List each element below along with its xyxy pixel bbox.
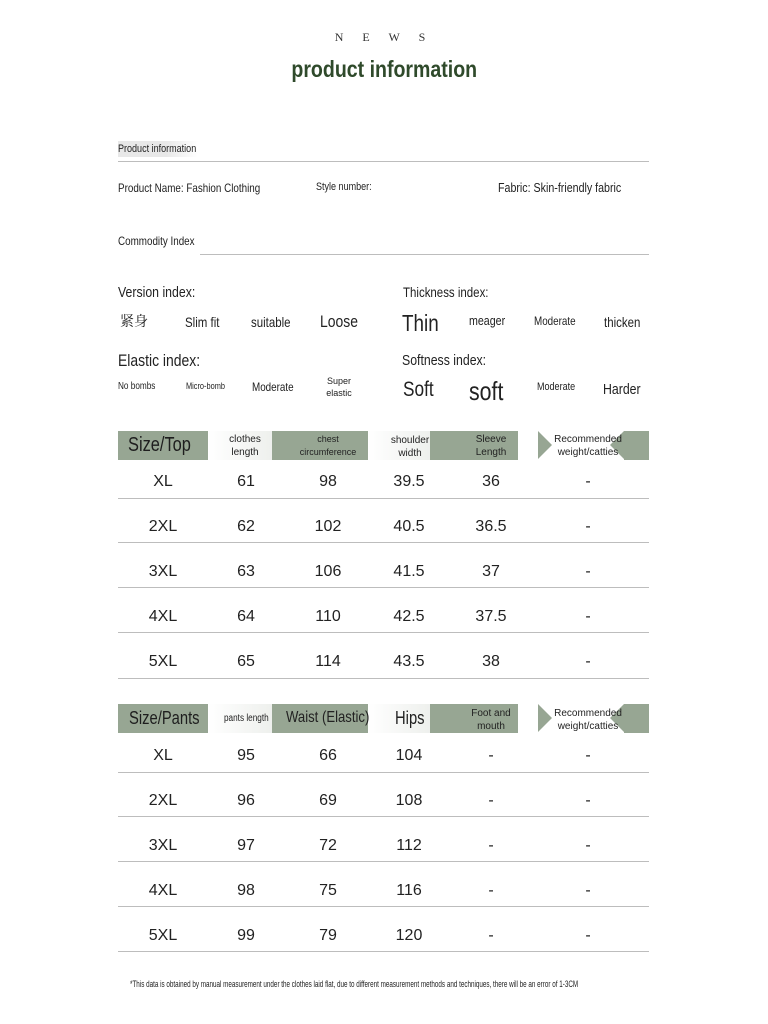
version-index-label: Version index: [118, 284, 196, 301]
table-cell: 99 [237, 927, 255, 944]
table-cell: - [585, 882, 591, 899]
table-cell: 98 [237, 882, 255, 899]
table-cell: 37 [482, 563, 500, 580]
table-cell: XL [153, 473, 173, 490]
col-hips: Hips [395, 708, 425, 728]
size-pants-title: Size/Pants [129, 708, 200, 728]
row-divider [118, 542, 649, 543]
row-divider [118, 587, 649, 588]
table-cell: 98 [319, 473, 337, 490]
table-cell: 37.5 [475, 608, 507, 625]
commodity-index-label: Commodity Index [118, 234, 195, 248]
table-cell: 64 [237, 608, 255, 625]
table-cell: 3XL [148, 837, 178, 854]
table-cell: - [585, 747, 591, 764]
table-cell: 75 [319, 882, 337, 899]
table-cell: 110 [315, 608, 341, 625]
table-cell: 41.5 [393, 563, 425, 580]
product-info-label: Product information [118, 143, 197, 155]
table-cell: 39.5 [393, 473, 425, 490]
table-cell: 62 [237, 518, 255, 535]
elastic-option-no-bombs: No bombs [118, 381, 156, 392]
table-cell: 112 [396, 837, 422, 854]
table-cell: 4XL [148, 882, 178, 899]
version-option-tight: 紧身 [120, 313, 148, 329]
table-cell: 69 [319, 792, 337, 809]
header-arrow [538, 431, 552, 459]
eyebrow-text: N E W S [334, 30, 434, 44]
table-cell: - [585, 653, 591, 670]
table-cell: 72 [319, 837, 337, 854]
table-cell: 2XL [148, 518, 178, 535]
table-cell: 65 [237, 653, 255, 670]
table-cell: 4XL [148, 608, 178, 625]
elastic-option-moderate: Moderate [252, 380, 294, 394]
table-cell: 108 [395, 792, 423, 809]
table-cell: 5XL [148, 927, 178, 944]
table-cell: - [488, 927, 494, 944]
product-name: Product Name: Fashion Clothing [118, 181, 261, 195]
fabric: Fabric: Skin-friendly fabric [498, 180, 622, 195]
thickness-option-thicken: thicken [604, 314, 641, 330]
row-divider [118, 678, 649, 679]
header-arrow [538, 704, 552, 732]
table-cell: 5XL [148, 653, 178, 670]
elastic-option-super-elastic: Super elastic [326, 376, 352, 398]
table-cell: - [585, 473, 591, 490]
divider [118, 161, 649, 162]
size-top-title: Size/Top [128, 434, 191, 456]
softness-option-harder: Harder [603, 381, 641, 398]
col-recommended-weight: Recommended weight/catties [554, 708, 622, 732]
softness-option-soft-large: soft [469, 376, 504, 406]
table-cell: - [585, 563, 591, 580]
table-cell: 104 [395, 747, 423, 764]
table-cell: - [488, 837, 494, 854]
table-cell: 116 [396, 882, 422, 899]
measurement-footnote: *This data is obtained by manual measurement under the clothes laid flat, due to different measurement methods and techniques, there will be an error of 1-3CM [130, 979, 579, 989]
softness-option-moderate: Moderate [537, 381, 576, 393]
thickness-index-label: Thickness index: [403, 284, 489, 300]
table-cell: 38 [482, 653, 500, 670]
version-option-slim-fit: Slim fit [185, 314, 220, 330]
table-cell: 102 [314, 518, 342, 535]
col-shoulder-width: shoulder width [390, 435, 430, 459]
version-option-loose: Loose [320, 312, 358, 331]
table-cell: - [488, 747, 494, 764]
row-divider [118, 498, 649, 499]
table-cell: - [585, 927, 591, 944]
table-cell: 61 [237, 473, 255, 490]
table-cell: 66 [319, 747, 337, 764]
row-divider [118, 632, 649, 633]
row-divider [118, 816, 649, 817]
table-cell: - [585, 837, 591, 854]
table-cell: 97 [237, 837, 255, 854]
col-waist-elastic: Waist (Elastic) [286, 709, 370, 726]
divider [200, 254, 649, 255]
elastic-index-label: Elastic index: [118, 351, 201, 370]
table-cell: 63 [237, 563, 255, 580]
table-cell: 2XL [148, 792, 178, 809]
softness-option-soft: Soft [403, 378, 434, 401]
table-cell: 95 [237, 747, 255, 764]
softness-index-label: Softness index: [402, 352, 487, 369]
table-cell: - [488, 882, 494, 899]
thickness-option-moderate: Moderate [534, 314, 576, 328]
table-cell: - [585, 608, 591, 625]
table-cell: - [585, 518, 591, 535]
version-option-suitable: suitable [251, 314, 291, 330]
thickness-option-thin: Thin [402, 310, 439, 336]
table-cell: - [585, 792, 591, 809]
row-divider [118, 861, 649, 862]
table-cell: 106 [314, 563, 342, 580]
col-sleeve-length: Sleeve Length [475, 434, 507, 458]
table-cell: 43.5 [393, 653, 425, 670]
table-cell: 40.5 [393, 518, 425, 535]
table-cell: 96 [237, 792, 255, 809]
table-cell: 36 [482, 473, 500, 490]
table-cell: 114 [315, 653, 341, 670]
table-cell: 79 [319, 927, 337, 944]
col-pants-length: pants length [224, 713, 269, 724]
table-cell: 120 [395, 927, 423, 944]
row-divider [118, 906, 649, 907]
row-divider [118, 951, 649, 952]
col-clothes-length: clothes length [229, 434, 261, 458]
table-cell: 36.5 [475, 518, 507, 535]
table-cell: XL [153, 747, 173, 764]
col-chest-circumference: chest circumference [299, 434, 357, 457]
row-divider [118, 772, 649, 773]
table-cell: 3XL [148, 563, 178, 580]
table-cell: 42.5 [393, 608, 425, 625]
elastic-option-micro-bomb: Micro-bomb [186, 381, 225, 391]
table-cell: - [488, 792, 494, 809]
col-foot-and-mouth: Foot and mouth [471, 708, 511, 732]
style-number: Style number: [316, 181, 372, 193]
col-recommended-weight: Recommended weight/catties [554, 434, 622, 458]
thickness-option-meager: meager [469, 313, 506, 328]
page-title: product information [291, 56, 477, 82]
